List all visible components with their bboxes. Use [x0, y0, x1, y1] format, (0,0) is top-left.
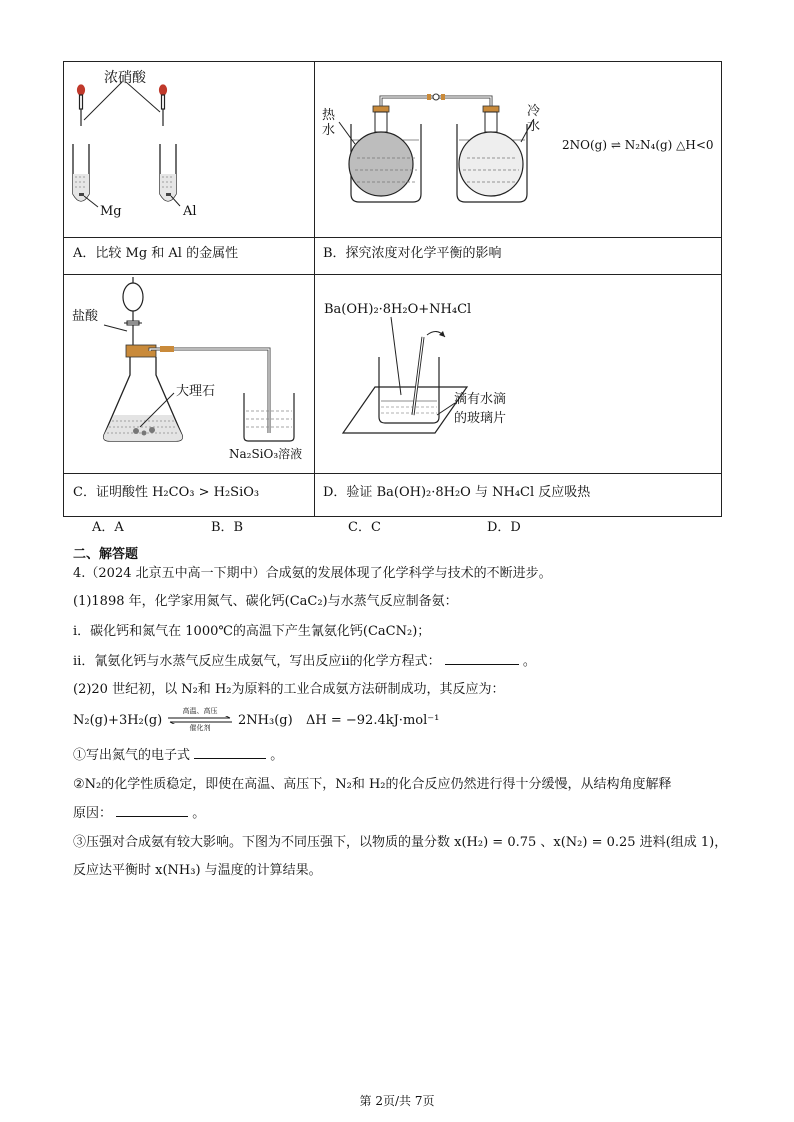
- hot-water-beaker-icon: [349, 112, 421, 202]
- label-sodium-silicate: Na₂SiO₃溶液: [229, 447, 303, 461]
- equation-conditions: [166, 707, 234, 733]
- synthesis-equation-right: 2NH₃(g): [238, 713, 293, 728]
- page-footer: 第 2页/共 7页: [359, 1094, 435, 1108]
- q4-sub2-reason: [73, 804, 205, 823]
- cold-water-beaker-icon: [457, 112, 527, 202]
- figure-b-flasks-in-beakers: [315, 62, 555, 237]
- q4-part1: (1)1898 年，化学家用氮气、碳化钙(CaC₂)与水蒸气反应制备氨：: [73, 594, 458, 609]
- q4-intro: 4.（2024 北京五中高一下期中）合成氨的发展体现了化学科学与技术的不断进步。: [73, 566, 552, 581]
- q4-sub3-line2: 反应达平衡时 x(NH₃) 与温度的计算结果。: [73, 863, 322, 878]
- figure-c-gas-apparatus: [64, 275, 314, 473]
- label-al: Al: [183, 204, 197, 219]
- test-tube-mg-icon: [73, 144, 89, 201]
- answer-blank-equation[interactable]: [445, 652, 519, 665]
- separatory-funnel-icon: [123, 277, 143, 347]
- reversible-arrow-icon: [166, 716, 234, 724]
- caption-d: [323, 485, 590, 501]
- q4-part1-step-ii-end: 。: [522, 654, 536, 669]
- label-hot-water: 热水: [322, 108, 336, 138]
- label-conc-nitric-acid: 浓硝酸: [104, 70, 146, 86]
- q4-sub1-end: 。: [270, 748, 284, 763]
- q4-sub1-text: ①写出氮气的电子式: [73, 748, 191, 763]
- caption-c: [73, 485, 259, 501]
- option-a[interactable]: A．A: [92, 520, 124, 535]
- label-reagent-mixture: Ba(OH)₂·8H₂O+NH₄Cl: [324, 302, 472, 317]
- option-b[interactable]: B．B: [211, 520, 244, 535]
- caption-a: A．比较 Mg 和 Al 的金属性: [73, 246, 239, 261]
- dropper-right-icon: [160, 85, 167, 126]
- q4-sub1: [73, 746, 283, 765]
- label-cold-water: 冷水: [527, 104, 541, 134]
- label-hydrochloric-acid: 盐酸: [72, 309, 99, 324]
- q4-part2: (2)20 世纪初，以 N₂和 H₂为原料的工业合成氨方法研制成功，其反应为：: [73, 682, 505, 697]
- caption-b: B．探究浓度对化学平衡的影响: [323, 246, 502, 261]
- caption-d-formula: Ba(OH)₂·8H₂O 与 NH₄Cl 反应吸热: [376, 485, 591, 500]
- caption-c-formula: H₂CO₃ > H₂SiO₃: [152, 485, 260, 500]
- synthesis-equation-left: N₂(g)+3H₂(g): [73, 713, 163, 728]
- answer-blank-reason[interactable]: [116, 804, 188, 817]
- answer-blank-electron-formula[interactable]: [194, 746, 266, 759]
- option-d[interactable]: D．D: [487, 520, 521, 535]
- q4-sub2-reason-text: 原因：: [73, 806, 113, 821]
- q4-sub2: ②N₂的化学性质稳定，即使在高温、高压下，N₂和 H₂的化合反应仍然进行得十分缓慢，从结构角度解释: [73, 777, 672, 792]
- caption-d-prefix: D．验证: [323, 485, 373, 500]
- erlenmeyer-flask-icon: [104, 357, 183, 441]
- option-c[interactable]: C．C: [348, 520, 381, 535]
- q4-part1-step-ii-text: ⅱ．氰氨化钙与水蒸气反应生成氨气，写出反应ⅱ的化学方程式：: [73, 654, 441, 669]
- label-glass-with-water-1: 滴有水滴: [454, 392, 507, 407]
- condition-top: 高温、高压: [182, 707, 218, 715]
- q4-sub3: ③压强对合成氨有较大影响。下图为不同压强下，以物质的量分数 x(H₂) = 0.75 、x(N₂) = 0.25 进料(组成 1)，: [73, 835, 728, 850]
- label-glass-with-water-2: 的玻璃片: [454, 411, 507, 426]
- q4-part1-step-i: ⅰ．碳化钙和氮气在 1000℃的高温下产生氰氨化钙(CaCN₂)；: [73, 624, 431, 639]
- label-mg: Mg: [100, 204, 122, 219]
- caption-c-prefix: C．证明酸性: [73, 485, 148, 500]
- label-marble: 大理石: [176, 384, 216, 399]
- condition-bottom: 催化剂: [189, 724, 211, 732]
- q4-part1-step-ii: [73, 652, 536, 671]
- section-title: 二、解答题: [73, 547, 139, 562]
- q4-sub2-end: 。: [192, 806, 206, 821]
- test-tube-al-icon: [160, 144, 176, 201]
- enthalpy-change: ΔH = −92.4kJ·mol⁻¹: [306, 713, 440, 728]
- dropper-left-icon: [78, 85, 85, 126]
- equilibrium-equation: 2NO(g) ⇌ N₂N₄(g) △H<0: [562, 138, 714, 152]
